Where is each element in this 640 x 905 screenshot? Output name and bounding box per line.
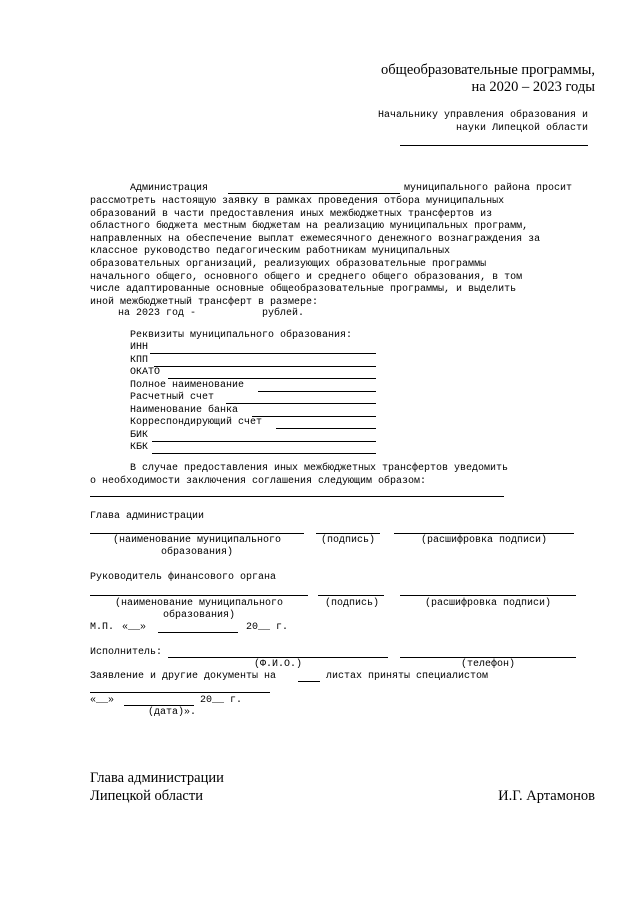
stamp-month-line xyxy=(158,622,238,633)
fin-head-decoding-line xyxy=(400,585,576,596)
head-admin-decoding-line xyxy=(394,523,574,534)
statement-text-b: листах приняты специалистом xyxy=(326,671,489,682)
field-full-name: Полное наименование xyxy=(130,380,245,391)
addressee-name-line xyxy=(400,135,588,146)
fin-head-cap-municipality-2: образования) xyxy=(162,610,235,621)
para-line: областного бюджета местным бюджетам на реализацию муниципальных программ, xyxy=(90,221,529,233)
footer-left-line-1: Глава администрации xyxy=(90,770,224,786)
para-line: числе адаптированные основные общеобразовательные программы, и выделить xyxy=(90,284,517,296)
notify-blank-line xyxy=(90,486,504,497)
head-admin-signature-line xyxy=(316,523,380,534)
field-bik-line xyxy=(152,431,376,442)
head-admin-cap-municipality-2: образования) xyxy=(160,547,233,558)
para-line: иной межбюджетный трансферт в размере: xyxy=(90,296,319,308)
requisites-title: Реквизиты муниципального образования: xyxy=(130,330,353,341)
executor-label: Исполнитель: xyxy=(90,647,163,658)
addressee-line-2: науки Липецкой области xyxy=(455,123,588,134)
notify-line-2: о необходимости заключения соглашения следующим образом: xyxy=(90,476,427,487)
field-inn: ИНН xyxy=(130,342,149,353)
addressee-line-1: Начальнику управления образования и xyxy=(377,110,588,121)
field-okato-line xyxy=(168,368,376,379)
field-kbk: КБК xyxy=(130,442,149,453)
stamp-mp: М.П. xyxy=(90,622,115,633)
executor-cap-name: (Ф.И.О.) xyxy=(253,659,302,670)
field-full-name-line xyxy=(258,381,376,392)
statement-month-line xyxy=(124,695,194,706)
para-line: классное руководство педагогическим работникам муниципальных xyxy=(90,246,451,258)
footer-left-line-2: Липецкой области xyxy=(90,788,203,804)
statement-date-year: 20__ г. xyxy=(200,695,243,706)
municipality-name-line xyxy=(228,183,400,194)
stamp-year: 20__ г. xyxy=(246,622,289,633)
executor-phone-line xyxy=(400,647,576,658)
fin-head-title: Руководитель финансового органа xyxy=(90,572,277,583)
para-tail: муниципального района просит xyxy=(404,183,573,194)
statement-text-a: Заявление и другие документы на xyxy=(90,671,277,682)
fin-head-cap-decoding: (расшифровка подписи) xyxy=(424,598,552,609)
fin-head-cap-municipality: (наименование муниципального xyxy=(114,598,284,609)
para-line: рассмотреть настоящую заявку в рамках проведения отбора муниципальных xyxy=(90,196,505,207)
head-admin-municipality-line xyxy=(90,523,304,534)
amount-unit: рублей. xyxy=(262,308,305,319)
field-account-line xyxy=(226,393,376,404)
statement-date-cap: (дата)». xyxy=(148,707,197,718)
specialist-line xyxy=(90,682,270,693)
para-line: начального общего, основного общего и среднего общего образования, в том xyxy=(90,271,523,283)
field-bank-line xyxy=(252,406,376,417)
field-kpp-line xyxy=(154,356,376,367)
para-line: образовательных организаций, реализующих образовательные программы xyxy=(90,258,487,270)
field-bank: Наименование банка xyxy=(130,405,239,416)
footer-signatory: И.Г. Артамонов xyxy=(498,788,595,804)
admin-word: Администрация xyxy=(130,183,209,194)
head-admin-cap-municipality: (наименование муниципального xyxy=(112,535,282,546)
field-kbk-line xyxy=(152,443,376,454)
statement-pages-line xyxy=(298,671,320,682)
statement-date-open: «__» xyxy=(90,695,115,706)
fin-head-signature-line xyxy=(318,585,384,596)
field-account: Расчетный счет xyxy=(130,392,215,403)
field-bik: БИК xyxy=(130,430,149,441)
application-paragraph xyxy=(90,196,588,309)
para-line: направленных на обеспечение выплат ежемесячного денежного вознаграждения за xyxy=(90,233,541,245)
header-line-2: на 2020 – 2023 годы xyxy=(471,79,595,95)
fin-head-cap-signature: (подпись) xyxy=(324,598,379,609)
executor-cap-phone: (телефон) xyxy=(460,659,515,670)
head-admin-cap-decoding: (расшифровка подписи) xyxy=(420,535,548,546)
head-admin-cap-signature: (подпись) xyxy=(320,535,375,546)
field-corr-account-line xyxy=(276,418,376,429)
notify-line-1: В случае предоставления иных межбюджетных трансфертов уведомить xyxy=(130,463,509,474)
field-inn-line xyxy=(150,343,376,354)
field-okato: ОКАТО xyxy=(130,367,161,378)
head-admin-title: Глава администрации xyxy=(90,511,205,522)
field-corr-account: Корреспондирующий счет xyxy=(130,417,263,428)
executor-name-line xyxy=(168,647,388,658)
header-line-1: общеобразовательные программы, xyxy=(381,62,595,78)
amount-year: на 2023 год - xyxy=(118,308,197,319)
field-kpp: КПП xyxy=(130,355,149,366)
stamp-quote-open: «__» xyxy=(122,622,147,633)
para-line: образований в части предоставления иных межбюджетных трансфертов из xyxy=(90,208,493,220)
fin-head-municipality-line xyxy=(90,585,308,596)
